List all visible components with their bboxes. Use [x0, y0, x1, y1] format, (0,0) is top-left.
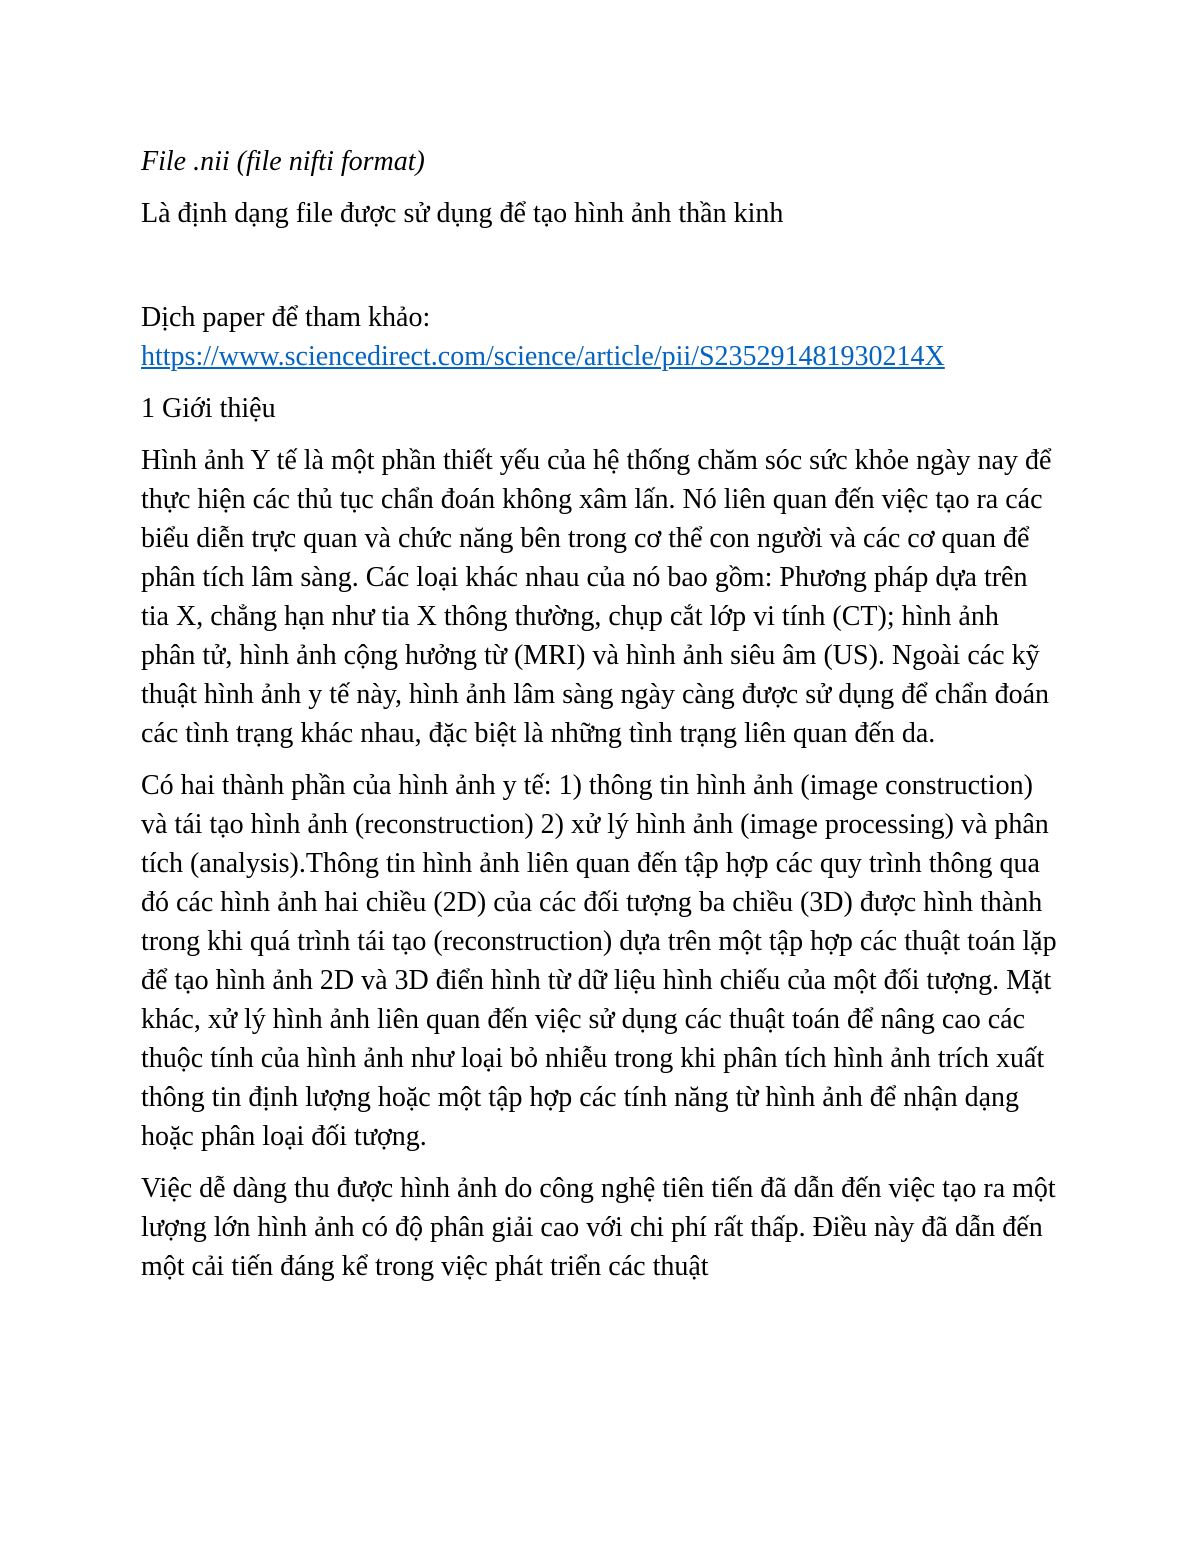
paragraph-intro-medical-imaging: Hình ảnh Y tế là một phần thiết yếu của hệ thống chăm sóc sức khỏe ngày nay để thực hiện các thủ tục chẩn đoán không xâm lấn. Nó liên quan đến việc tạo ra các biểu diễn trực quan và chức năng bên trong cơ thể con người và các cơ quan để phân tích lâm sàng. Các loại khác nhau của nó bao gồm: Phương pháp dựa trên tia X, chẳng hạn như tia X thông thường, chụp cắt lớp vi tính (CT); hình ảnh phân tử, hình ảnh cộng hưởng từ (MRI) và hình ảnh siêu âm (US). Ngoài các kỹ thuật hình ảnh y tế này, hình ảnh lâm sàng ngày càng được sử dụng để chẩn đoán các tình trạng khác nhau, đặc biệt là những tình trạng liên quan đến da.	[141, 445, 1052, 749]
paragraph-image-acquisition: Việc dễ dàng thu được hình ảnh do công nghệ tiên tiến đã dẫn đến việc tạo ra một lượng lớn hình ảnh có độ phân giải cao với chi phí rất thấp. Điều này đã dẫn đến một cải tiến đáng kể trong việc phát triển các thuật	[141, 1173, 1056, 1282]
reference-label: Dịch paper để tham khảo:	[141, 302, 431, 333]
section-heading: 1 Giới thiệu	[141, 393, 276, 424]
intro-text: Là định dạng file được sử dụng để tạo hình ảnh thần kinh	[141, 198, 784, 229]
paragraph-imaging-components: Có hai thành phần của hình ảnh y tế: 1) thông tin hình ảnh (image construction) và tái tạo hình ảnh (reconstruction) 2) xử lý hình ảnh (image processing) và phân tích (analysis).Thông tin hình ảnh liên quan đến tập hợp các quy trình thông qua đó các hình ảnh hai chiều (2D) của các đối tượng ba chiều (3D) được hình thành trong khi quá trình tái tạo (reconstruction) dựa trên một tập hợp các thuật toán lặp để tạo hình ảnh 2D và 3D điển hình từ dữ liệu hình chiếu của một đối tượng. Mặt khác, xử lý hình ảnh liên quan đến việc sử dụng các thuật toán để nâng cao các thuộc tính của hình ảnh như loại bỏ nhiễu trong khi phân tích hình ảnh trích xuất thông tin định lượng hoặc một tập hợp các tính năng từ hình ảnh để nhận dạng hoặc phân loại đối tượng.	[141, 770, 1057, 1152]
document-title: File .nii (file nifti format)	[141, 146, 425, 177]
blank-line-spacer	[141, 246, 1060, 298]
reference-link[interactable]: https://www.sciencedirect.com/science/article/pii/S235291481930214X	[141, 341, 945, 372]
